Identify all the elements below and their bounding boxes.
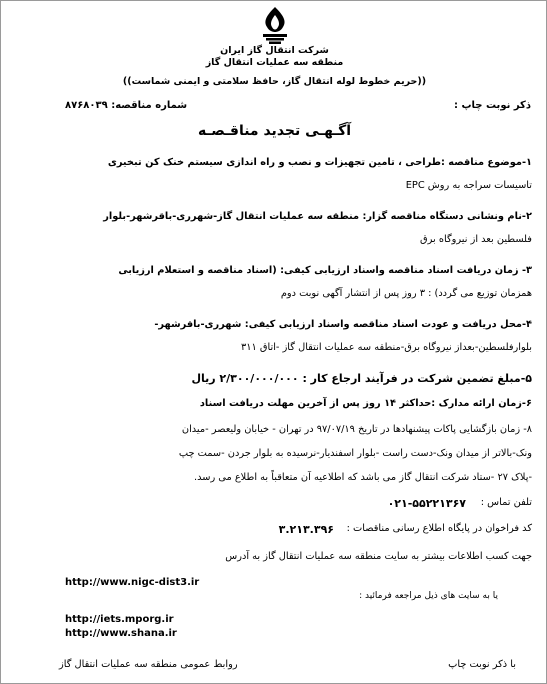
link-iets[interactable]: http://iets.mporg.ir (65, 614, 174, 625)
item-4-line-1: ۴-محل دریافت و عودت اسناد مناقصه واسناد ارزیابی کیفی: شهرری-باقرشهر- (154, 319, 532, 330)
tender-code: ۳.۲۱۳.۳۹۶ (278, 523, 334, 536)
item-3-line-1: ۳- زمان دریافت اسناد مناقصه واسناد ارزیابی کیفی: (اسناد مناقصه و استعلام ارزیابی (118, 265, 532, 276)
item-8-line-3: -پلاک ۲۷ -ستاد شرکت انتقال گاز می باشد که اطلاعیه آن متعاقباً به اطلاع می رسد. (194, 472, 532, 483)
phone-number: ۰۲۱-۵۵۲۲۱۳۶۷ (387, 497, 466, 510)
item-6-line-1: ۶-زمان ارائه مدارک :حداکثر ۱۴ روز پس از آخرین مهلت دریافت اسناد (199, 398, 532, 409)
item-8-line-2: ونک-بالاتر از میدان ونک-دست راست -بلوار اسفندیار-نرسیده به بلوار جردن -سمت چپ (178, 448, 532, 459)
tender-code-label: کد فراخوان در پایگاه اطلاع رسانی مناقصات : (346, 523, 532, 534)
item-8-line-1: ۸- زمان بازگشایی پاکات پیشنهادها در تاریخ ۹۷/۰۷/۱۹ در تهران - خیابان ولیعصر -میدان (181, 424, 532, 435)
link-nigc-dist3[interactable]: http://www.nigc-dist3.ir (65, 577, 200, 588)
phone-label: تلفن تماس : (480, 497, 532, 508)
item-1-line-2: تاسیسات سراجه به روش EPC (405, 180, 532, 191)
item-2-line-2: فلسطین بعد از نیروگاه برق (420, 234, 532, 245)
footer-public-relations: روابط عمومی منطقه سه عملیات انتقال گاز (59, 659, 238, 670)
item-1-line-1: ۱-موضوع مناقصه :طراحی ، تامین تجهیزات و نصب و راه اندازی سیستم خنک کن تبخیری (107, 157, 532, 168)
refer-text: یا به سایت های ذیل مراجعه فرمائید : (359, 591, 498, 601)
page-title: آگـهـی تجدید مناقـصـه (197, 123, 352, 139)
link-shana[interactable]: http://www.shana.ir (65, 628, 177, 639)
print-notice-label: ذکر نوبت چاپ : (454, 100, 531, 111)
org-name: شرکت انتقال گاز ایران (220, 45, 329, 56)
more-info-text: جهت کسب اطلاعات بیشتر به سایت منطقه سه عملیات انتقال گاز به آدرس (225, 551, 532, 562)
slogan: ((حریم خطوط لوله انتقال گاز، حافظ سلامتی و ایمنی شماست)) (122, 76, 427, 87)
tender-number: شماره مناقصه: ۸۷۶۸۰۳۹ (65, 100, 188, 111)
item-4-line-2: بلوارفلسطین-بعداز نیروگاه برق-منطقه سه عملیات انتقال گاز -اتاق ۳۱۱ (240, 342, 532, 353)
nigc-flame-logo-icon (257, 5, 293, 45)
item-5-line-1: ۵-مبلغ تضمین شرکت در فرآیند ارجاع کار : ۲/۳۰۰/۰۰۰/۰۰۰ ریال (191, 372, 532, 385)
item-2-line-1: ۲-نام ونشانی دستگاه مناقصه گزار: منطقه سه عملیات انتقال گاز-شهرری-باقرشهر-بلوار (103, 211, 532, 222)
org-region: منطقه سه عملیات انتقال گاز (205, 57, 344, 68)
item-3-line-2: همزمان توزیع می گردد) : ۳ روز پس از انتشار آگهی نوبت دوم (280, 288, 532, 299)
footer-print-notice: با ذکر نوبت چاپ (448, 659, 516, 670)
